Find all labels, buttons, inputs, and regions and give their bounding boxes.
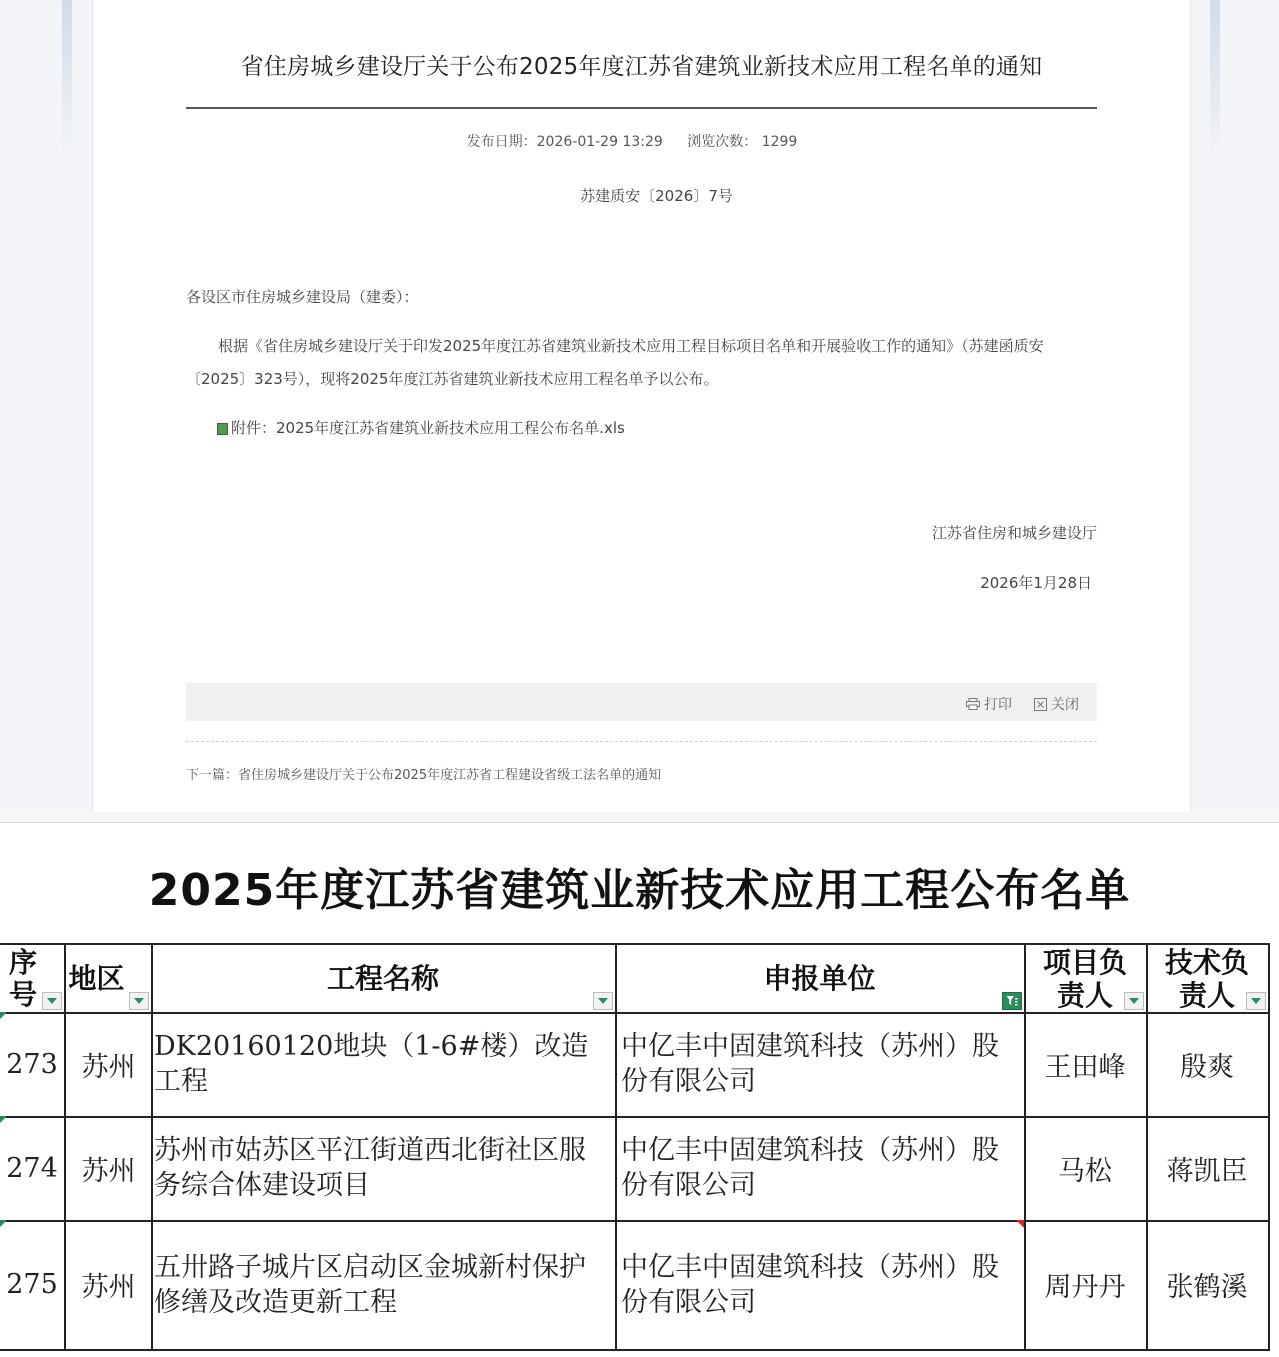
- project-value: DK20160120地块（1-6#楼）改造工程: [154, 1031, 589, 1097]
- header-applicant: [615, 943, 1026, 1014]
- seq-value: 274: [6, 1152, 58, 1184]
- signature-date: 2026年1月28日: [980, 574, 1092, 592]
- page-side-decoration: [62, 0, 72, 160]
- print-label: 打印: [984, 697, 1012, 713]
- title-divider: [186, 107, 1097, 109]
- cell-project-manager[interactable]: [1024, 1220, 1148, 1351]
- project-value: 苏州市姑苏区平江街道西北街社区服务综合体建设项目: [154, 1135, 586, 1201]
- header-project-label: 工程名称: [326, 962, 439, 995]
- cell-region[interactable]: [64, 1012, 153, 1118]
- cell-tech-lead[interactable]: [1146, 1116, 1270, 1222]
- applicant-value: 中亿丰中固建筑科技（苏州）股份有限公司: [621, 1251, 999, 1318]
- attachment-label: 附件：2025年度江苏省建筑业新技术应用工程公布名单.xls: [231, 419, 625, 437]
- close-icon: [1034, 698, 1047, 711]
- dashed-divider: [186, 741, 1097, 742]
- header-seq: [0, 943, 66, 1014]
- cell-applicant[interactable]: [615, 1012, 1026, 1118]
- region-value: 苏州: [81, 1272, 136, 1303]
- excel-file-icon: [217, 423, 228, 435]
- cell-seq[interactable]: [0, 1012, 66, 1118]
- view-count: 浏览次数： 1299: [687, 134, 798, 150]
- header-tech-lead-label: 技术负责人: [1164, 945, 1249, 1012]
- filter-dropdown-project[interactable]: [593, 992, 613, 1010]
- cell-tech-lead[interactable]: [1146, 1012, 1270, 1118]
- signature-org: 江苏省住房和城乡建设厅: [931, 524, 1097, 542]
- notice-card: [92, 0, 1191, 812]
- header-seq-label: 序号: [8, 945, 37, 1011]
- filter-dropdown-project-manager[interactable]: [1124, 992, 1144, 1010]
- cell-marker: [0, 1220, 7, 1227]
- document-number: 苏建质安〔2026〕7号: [580, 187, 733, 205]
- cell-tech-lead[interactable]: [1146, 1220, 1270, 1351]
- header-project-manager-label: 项目负责人: [1042, 945, 1127, 1012]
- cell-project[interactable]: [151, 1116, 617, 1222]
- cell-seq[interactable]: [0, 1220, 66, 1351]
- chevron-down-icon: [598, 998, 608, 1004]
- header-tech-lead: [1146, 943, 1270, 1014]
- filter-dropdown-seq[interactable]: [42, 992, 62, 1010]
- header-applicant-label: 申报单位: [763, 962, 876, 995]
- attachment-link[interactable]: [217, 417, 625, 438]
- applicant-value: 中亿丰中固建筑科技（苏州）股份有限公司: [621, 1135, 999, 1201]
- sheet-title: 2025年度江苏省建筑业新技术应用工程公布名单: [148, 865, 1131, 916]
- cell-project[interactable]: [151, 1012, 617, 1118]
- filter-dropdown-region[interactable]: [129, 992, 149, 1010]
- filter-active-icon: [1006, 995, 1018, 1007]
- cell-region[interactable]: [64, 1220, 153, 1351]
- header-project: [151, 943, 617, 1014]
- chevron-down-icon: [1129, 998, 1139, 1004]
- comment-indicator[interactable]: [1016, 1220, 1024, 1228]
- cell-applicant[interactable]: [615, 1220, 1026, 1351]
- chevron-down-icon: [1251, 998, 1261, 1004]
- filter-dropdown-tech-lead[interactable]: [1246, 992, 1266, 1010]
- project-manager-value: 马松: [1058, 1155, 1112, 1187]
- print-button[interactable]: [966, 694, 1012, 714]
- project-value: 五卅路子城片区启动区金城新村保护修缮及改造更新工程: [154, 1251, 586, 1318]
- spreadsheet: [0, 812, 1279, 1357]
- tech-lead-value: 殷爽: [1180, 1051, 1234, 1083]
- next-article-link[interactable]: 下一篇：省住房城乡建设厅关于公布2025年度江苏省工程建设省级工法名单的通知: [186, 768, 662, 783]
- region-value: 苏州: [81, 1155, 136, 1187]
- publish-date: 发布日期：2026-01-29 13:29: [466, 134, 663, 150]
- chevron-down-icon: [134, 998, 144, 1004]
- header-region: [64, 943, 153, 1014]
- tech-lead-value: 张鹤溪: [1166, 1272, 1248, 1303]
- article-toolbar: [186, 683, 1097, 721]
- project-manager-value: 王田峰: [1044, 1051, 1126, 1083]
- cell-marker: [0, 1116, 7, 1123]
- cell-marker: [0, 1012, 7, 1019]
- cell-project-manager[interactable]: [1024, 1116, 1148, 1222]
- close-button[interactable]: [1034, 694, 1079, 714]
- seq-value: 273: [6, 1048, 58, 1080]
- applicant-value: 中亿丰中固建筑科技（苏州）股份有限公司: [621, 1031, 999, 1097]
- notice-meta: [93, 131, 1171, 151]
- seq-value: 275: [6, 1269, 58, 1300]
- notice-body: 根据《省住房城乡建设厅关于印发2025年度江苏省建筑业新技术应用工程目标项目名单和开展验收工作的通知》（苏建函质安〔2025〕323号），现将2025年度江苏省建筑业新技术应用工程名单予以公布。: [186, 337, 1044, 388]
- close-label: 关闭: [1051, 697, 1079, 713]
- project-manager-value: 周丹丹: [1044, 1272, 1126, 1303]
- salutation: 各设区市住房城乡建设局（建委）：: [186, 288, 419, 306]
- print-icon: [966, 698, 980, 710]
- header-project-manager: [1024, 943, 1148, 1014]
- cell-project[interactable]: [151, 1220, 617, 1351]
- cell-applicant[interactable]: [615, 1116, 1026, 1222]
- notice-title: 省住房城乡建设厅关于公布2025年度江苏省建筑业新技术应用工程名单的通知: [240, 54, 1043, 80]
- cell-region[interactable]: [64, 1116, 153, 1222]
- header-region-label: 地区: [68, 962, 125, 995]
- cell-project-manager[interactable]: [1024, 1012, 1148, 1118]
- cell-seq[interactable]: [0, 1116, 66, 1222]
- page-side-decoration: [1210, 0, 1220, 160]
- sheet-header-strip: [0, 812, 1279, 823]
- filter-dropdown-applicant-active[interactable]: [1002, 992, 1022, 1010]
- tech-lead-value: 蒋凯臣: [1166, 1155, 1248, 1187]
- region-value: 苏州: [81, 1051, 136, 1083]
- chevron-down-icon: [47, 998, 57, 1004]
